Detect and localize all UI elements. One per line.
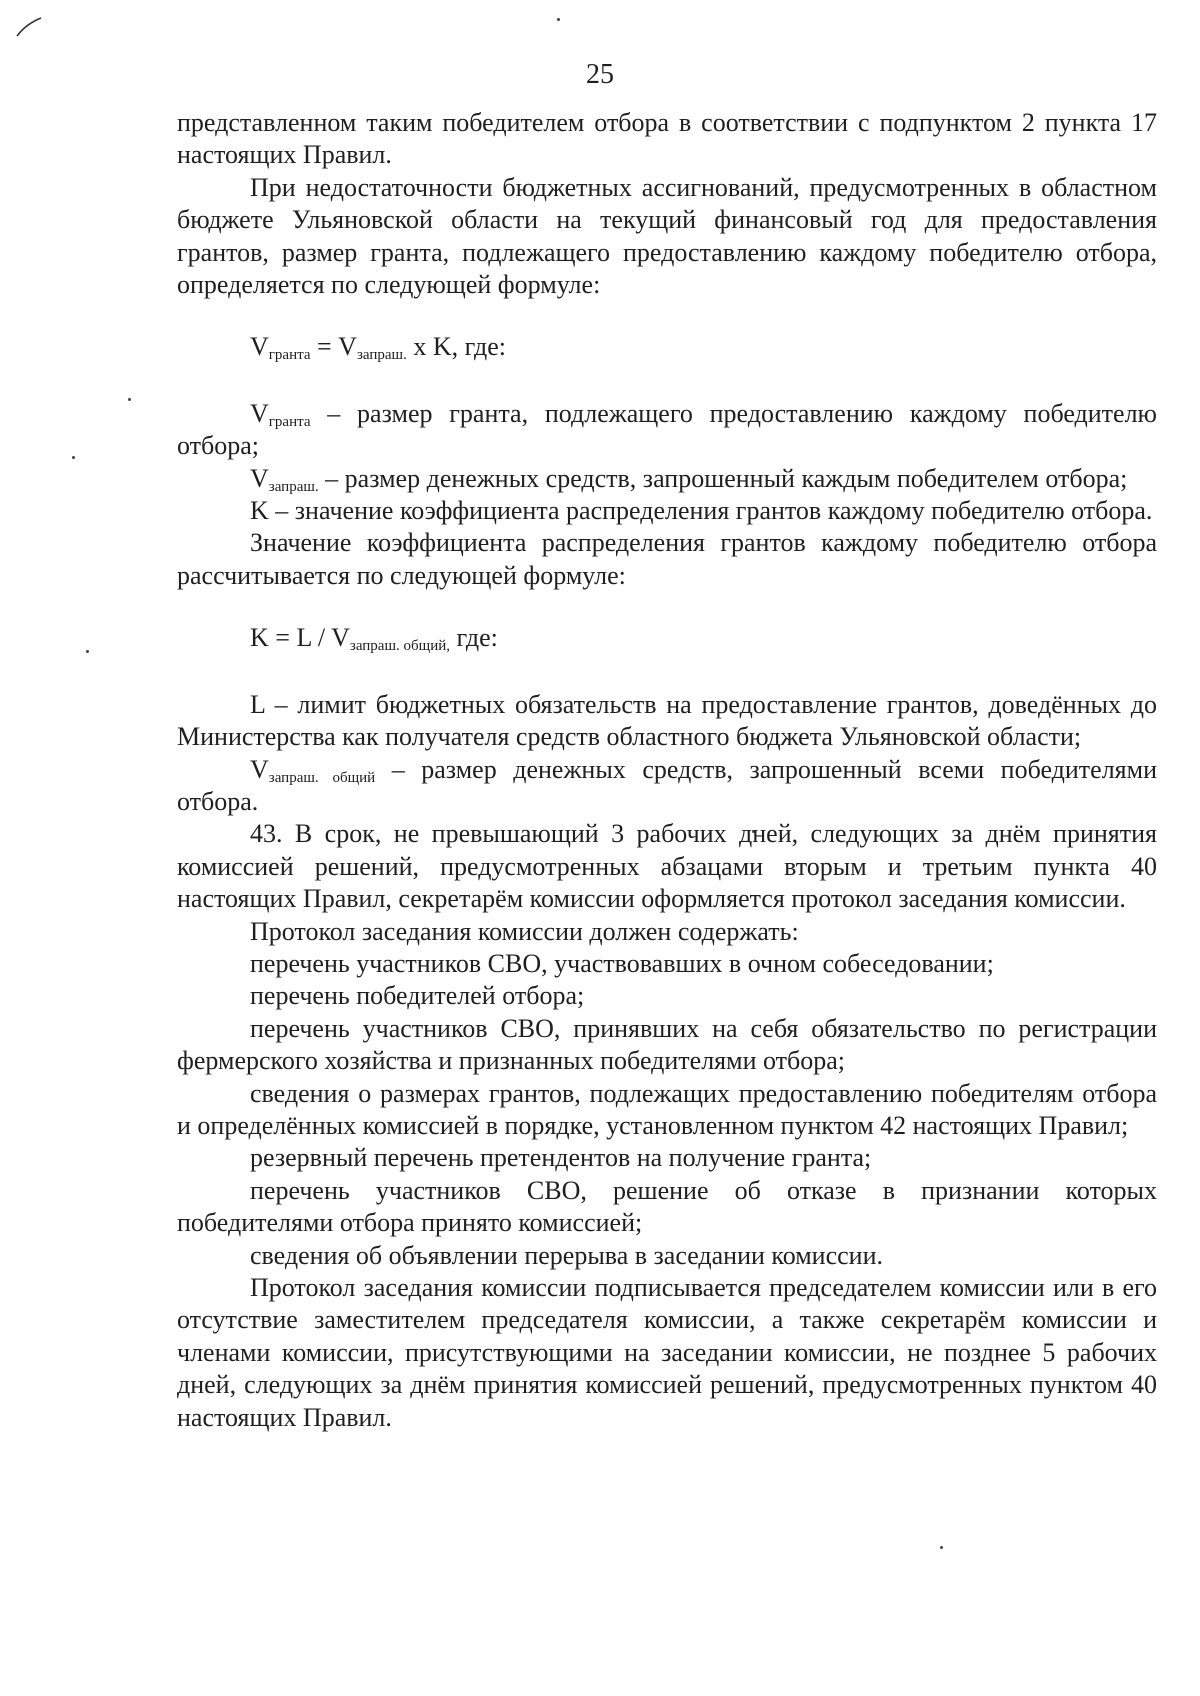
paragraph-continued: представленном таким победителем отбора в соответствии с подпунктом 2 пункта 17 настоящих Правил. bbox=[177, 108, 1157, 170]
list-item: перечень участников СВО, участвовавших в очном собеседовании; bbox=[250, 948, 994, 978]
formula-coefficient: $K = L / V_{запраш. общий,}$ где: bbox=[250, 623, 498, 655]
document-body bbox=[177, 107, 1157, 1434]
scan-speck bbox=[940, 1546, 943, 1549]
scan-mark-stroke bbox=[14, 14, 44, 44]
list-item: сведения об объявлении перерыва в заседании комиссии. bbox=[250, 1240, 884, 1270]
list-item: перечень участников СВО, принявших на себя обязательство по регистрации фермерского хозяйства и признанных победителями отбора; bbox=[177, 1013, 1157, 1076]
paragraph-protocol-contents: Протокол заседания комиссии должен содержать: bbox=[250, 916, 799, 946]
paragraph-43: 43. В срок, не превышающий 3 рабочих дней, следующих за днём принятия комиссией решений, предусмотренных абзацами вторым и третьим пункта 40 настоящих Правил, секретарём комиссии оформляется протокол заседания комиссии. bbox=[177, 819, 1157, 914]
list-item: перечень участников СВО, решение об отказе в признании которых победителями отбора принято комиссией; bbox=[177, 1175, 1157, 1238]
formula-grant-size: $V_{гранта} = V_{запраш.}$ x K, где: bbox=[250, 332, 506, 364]
list-item: резервный перечень претендентов на получение гранта; bbox=[250, 1143, 872, 1173]
scan-speck bbox=[86, 650, 89, 653]
paragraph-protocol-signing: Протокол заседания комиссии подписывается председателем комиссии или в его отсутствие заместителем председателя комиссии, а также секретарём комиссии и членами комиссии, присутствующими на заседании комиссии, не позднее 5 рабочих дней, следующих за днём принятия комиссией решений, предусмотренных пунктом 40 настоящих Правил. bbox=[177, 1273, 1157, 1432]
scan-speck bbox=[128, 398, 131, 401]
definition-k: K – значение коэффициента распределения грантов каждому победителю отбора. bbox=[250, 496, 1153, 526]
definition-v-zaprash: $V_{запраш.}$ – размер денежных средств, запрошенный каждым победителем отбора; bbox=[250, 463, 1128, 495]
scan-speck bbox=[72, 456, 75, 459]
paragraph-coefficient: Значение коэффициента распределения грантов каждому победителю отбора рассчитывается по следующей формуле: bbox=[177, 528, 1157, 590]
definition-v-zaprash-total: $V_{запраш. общий}$ – размер денежных средств, запрошенный всеми победителями отбора. bbox=[177, 754, 1157, 816]
paragraph-insufficient-funds: При недостаточности бюджетных ассигнований, предусмотренных в областном бюджете Ульяновской области на текущий финансовый год для предоставления грантов, размер гранта, подлежащего предоставлению каждому победителю отбора, определяется по следующей формуле: bbox=[177, 172, 1157, 300]
list-item: сведения о размерах грантов, подлежащих предоставлению победителям отбора и определённых комиссией в порядке, установленном пунктом 42 настоящих Правил; bbox=[177, 1078, 1157, 1140]
scan-speck bbox=[557, 18, 560, 21]
page-number: 25 bbox=[586, 59, 614, 90]
definition-v-granta: $V_{гранта}$ – размер гранта, подлежащего предоставлению каждому победителю отбора; bbox=[177, 398, 1157, 461]
definition-l: L – лимит бюджетных обязательств на предоставление грантов, доведённых до Министерства как получателя средств областного бюджета Ульяновской области; bbox=[177, 689, 1157, 752]
list-item: перечень победителей отбора; bbox=[250, 981, 585, 1011]
